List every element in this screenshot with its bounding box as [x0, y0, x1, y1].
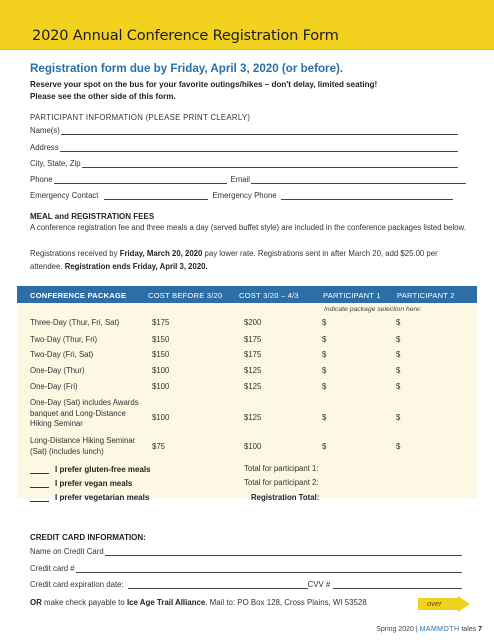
cc-expiration-label: Credit card expiration date: — [30, 580, 124, 589]
table-row — [30, 366, 460, 378]
other-side-note: Please see the other side of this form. — [30, 92, 176, 101]
phone-label: Phone — [30, 175, 53, 184]
address-row — [30, 140, 458, 152]
city-row — [30, 156, 458, 168]
emergency-contact-field[interactable] — [104, 192, 208, 200]
city-field[interactable] — [82, 160, 458, 168]
address-field[interactable] — [60, 144, 458, 152]
emergency-phone-label: Emergency Phone — [212, 191, 277, 200]
cc-expiration-field[interactable] — [128, 581, 308, 589]
package-name: Two-Day (Fri, Sat) — [30, 350, 94, 359]
table-row — [30, 382, 460, 394]
cost-after: $125 — [244, 413, 262, 422]
col-header-package: CONFERENCE PACKAGE — [30, 291, 127, 300]
participant-1-amount[interactable]: $ — [322, 350, 327, 359]
cc-name-field[interactable] — [105, 548, 462, 556]
participant-2-amount[interactable]: $ — [396, 442, 401, 451]
cost-before: $175 — [152, 318, 170, 327]
cc-name-row — [30, 544, 462, 556]
emergency-contact-label: Emergency Contact — [30, 191, 99, 200]
credit-card-header: CREDIT CARD INFORMATION: — [30, 533, 146, 542]
email-field[interactable] — [251, 176, 466, 184]
participant-2-amount[interactable]: $ — [396, 350, 401, 359]
participant-1-amount[interactable]: $ — [322, 366, 327, 375]
names-row — [30, 123, 458, 135]
fees-paragraph-2: Registrations received by Friday, March 20, 2020 pay lower rate. Registrations sent in after March 20, add $25.00 per attendee. Registration ends Friday, April 3, 2020. — [30, 249, 438, 271]
participant-2-amount[interactable]: $ — [396, 382, 401, 391]
cc-number-field[interactable] — [76, 565, 462, 573]
total-participant-2: Total for participant 2: — [244, 478, 319, 487]
cost-before: $100 — [152, 413, 170, 422]
package-name: Three-Day (Thur, Fri, Sat) — [30, 318, 120, 327]
participant-1-amount[interactable]: $ — [322, 318, 327, 327]
fees-header: MEAL and REGISTRATION FEES — [30, 212, 155, 221]
address-label: Address — [30, 143, 59, 152]
email-label: Email — [230, 175, 251, 184]
pref-gluten-free-blank[interactable] — [30, 466, 49, 474]
table-row — [30, 335, 460, 347]
package-name: Long-Distance Hiking Seminar (Sat) (includes lunch) — [30, 436, 136, 456]
cc-cvv-field[interactable] — [333, 581, 462, 589]
cc-number-row — [30, 561, 462, 573]
emergency-phone-field[interactable] — [281, 192, 453, 200]
package-name: One-Day (Sat) includes Awards banquet and Long-Distance Hiking Seminar — [30, 398, 139, 429]
participant-2-amount[interactable]: $ — [396, 366, 401, 375]
names-field[interactable] — [61, 127, 458, 135]
col-header-before: COST BEFORE 3/20 — [148, 291, 223, 300]
col-header-participant-1: PARTICIPANT 1 — [323, 291, 381, 300]
page-footer: Spring 2020 | MAMMOTH tales 7 — [376, 626, 482, 633]
page-number: 7 — [478, 626, 482, 633]
cost-after: $100 — [244, 442, 262, 451]
cost-after: $175 — [244, 335, 262, 344]
city-label: City, State, Zip — [30, 159, 81, 168]
table-row — [30, 350, 460, 362]
col-header-participant-2: PARTICIPANT 2 — [397, 291, 455, 300]
pref-gluten-free — [30, 465, 151, 474]
title-band — [0, 0, 494, 50]
participant-1-amount[interactable]: $ — [322, 413, 327, 422]
registration-total: Registration Total: — [251, 493, 320, 502]
phone-email-row — [30, 172, 466, 184]
participant-2-amount[interactable]: $ — [396, 413, 401, 422]
col-header-after: COST 3/20 – 4/3 — [239, 291, 299, 300]
cost-before: $150 — [152, 350, 170, 359]
cost-after: $200 — [244, 318, 262, 327]
form-title: 2020 Annual Conference Registration Form — [32, 27, 339, 44]
cc-expiration-row — [30, 577, 462, 589]
participant-1-amount[interactable]: $ — [322, 335, 327, 344]
fees-paragraph-1: A conference registration fee and three meals a day (served buffet style) are included in the conference packages listed below. — [30, 223, 466, 232]
pref-vegan-blank[interactable] — [30, 480, 49, 488]
names-label: Name(s) — [30, 126, 60, 135]
participant-1-amount[interactable]: $ — [322, 442, 327, 451]
over-label: over — [427, 599, 442, 608]
cost-before: $150 — [152, 335, 170, 344]
indicate-selection-note: Indicate package selection here: — [324, 306, 422, 313]
cost-after: $175 — [244, 350, 262, 359]
pref-vegan-label: I prefer vegan meals — [55, 479, 133, 488]
total-participant-1: Total for participant 1: — [244, 464, 319, 473]
cost-after: $125 — [244, 382, 262, 391]
emergency-row — [30, 188, 453, 200]
participant-2-amount[interactable]: $ — [396, 335, 401, 344]
cc-name-label: Name on Credit Card — [30, 547, 104, 556]
due-date-heading: Registration form due by Friday, April 3, 2020 (or before). — [30, 62, 344, 75]
pref-vegetarian-blank[interactable] — [30, 494, 49, 502]
cost-before: $75 — [152, 442, 166, 451]
package-name: One-Day (Fri) — [30, 382, 78, 391]
over-arrow-icon — [418, 596, 470, 612]
cc-cvv-label: CVV # — [307, 580, 331, 589]
bus-note: Reserve your spot on the bus for your favorite outings/hikes – don't delay, limited seating! — [30, 80, 378, 89]
pref-gluten-free-label: I prefer gluten-free meals — [55, 465, 151, 474]
cost-before: $100 — [152, 366, 170, 375]
pref-vegetarian-label: I prefer vegetarian meals — [55, 493, 150, 502]
participant-1-amount[interactable]: $ — [322, 382, 327, 391]
pref-vegetarian — [30, 493, 149, 502]
participant-info-header: PARTICIPANT INFORMATION (PLEASE PRINT CLEARLY) — [30, 113, 251, 122]
check-instructions: OR make check payable to Ice Age Trail Alliance. Mail to: PO Box 128, Cross Plains, WI 53528 — [30, 598, 367, 607]
participant-2-amount[interactable]: $ — [396, 318, 401, 327]
package-name: One-Day (Thur) — [30, 366, 85, 375]
pref-vegan — [30, 479, 132, 488]
cost-after: $125 — [244, 366, 262, 375]
cost-before: $100 — [152, 382, 170, 391]
table-row — [30, 436, 460, 460]
cc-number-label: Credit card # — [30, 564, 75, 573]
phone-field[interactable] — [54, 176, 227, 184]
table-row — [30, 318, 460, 330]
package-name: Two-Day (Thur, Fri) — [30, 335, 98, 344]
table-row — [30, 398, 460, 432]
